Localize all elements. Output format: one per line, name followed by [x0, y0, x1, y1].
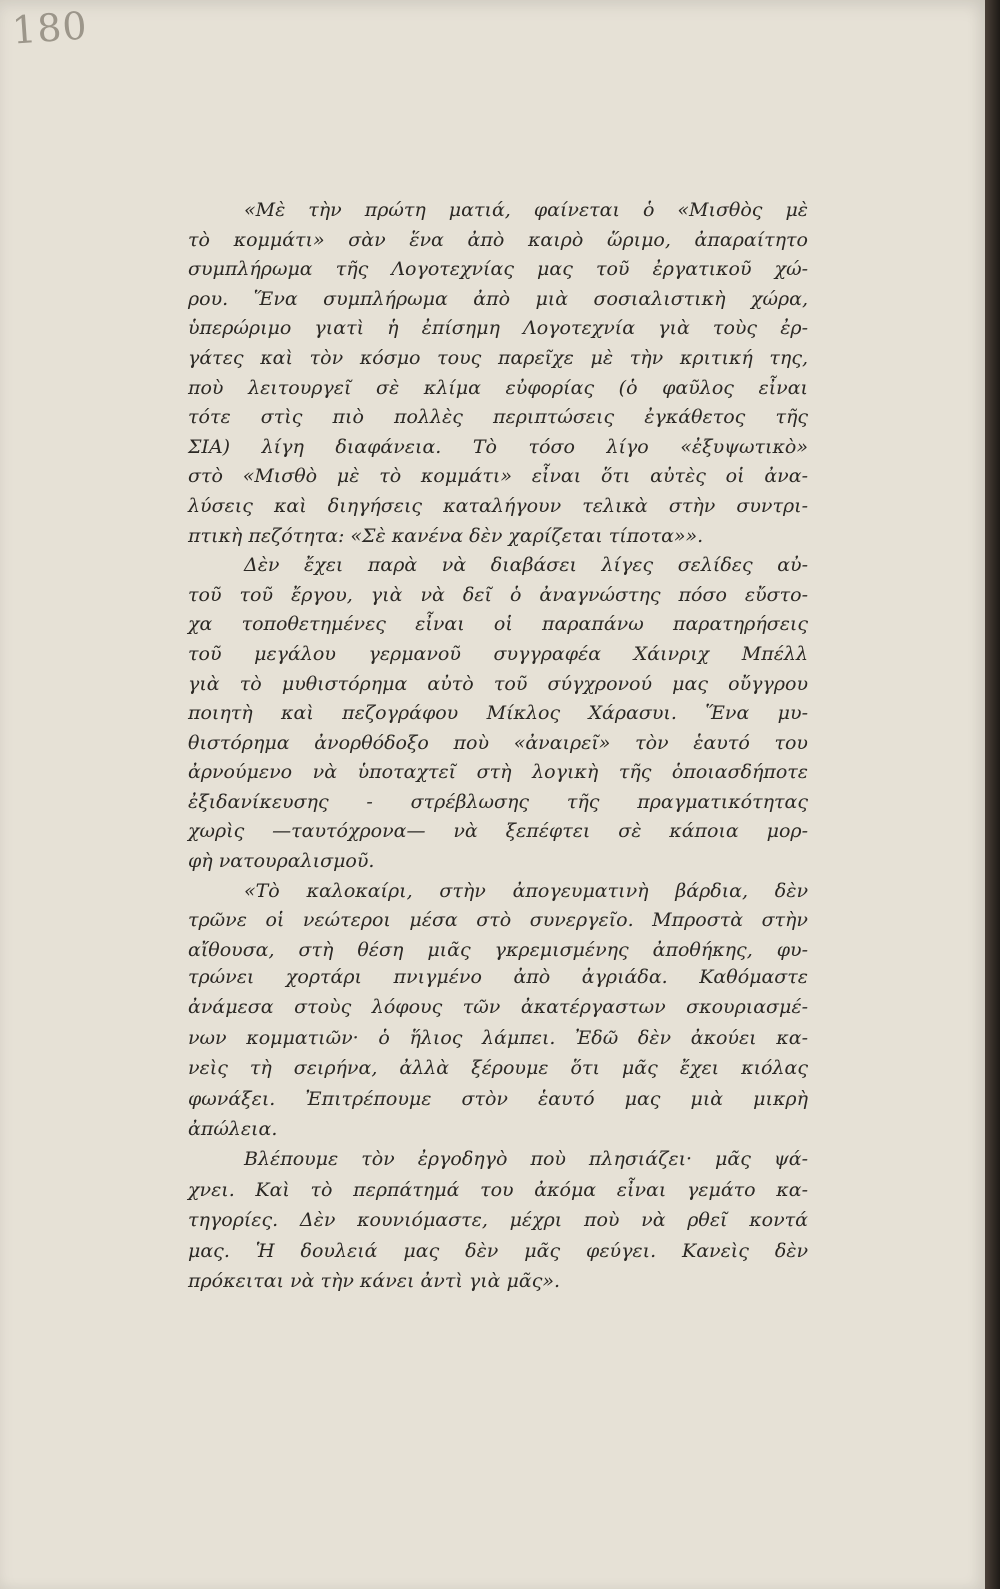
text-line: αἴθουσα, στὴ θέση μιᾶς γκρεμισμένης ἀποθήκης, φυ-	[188, 938, 808, 961]
text-line: τοῦ τοῦ ἔργου, γιὰ νὰ δεῖ ὁ ἀναγνώστης πόσο εὔστο-	[188, 583, 808, 606]
text-line: ρου. Ἕνα συμπλήρωμα ἀπὸ μιὰ σοσιαλιστικὴ χώρα,	[188, 287, 808, 310]
text-line: λύσεις καὶ διηγήσεις καταλήγουν τελικὰ στὴν συντρι-	[188, 494, 808, 517]
text-line: τρώνει χορτάρι πνιγμένο ἀπὸ ἀγριάδα. Καθόμαστε	[188, 966, 808, 988]
handwritten-page-number: 180	[10, 3, 89, 53]
text-line: «Τὸ καλοκαίρι, στὴν ἀπογευματινὴ βάρδια, δὲν	[244, 879, 808, 902]
text-line: πτικὴ πεζότητα: «Σὲ κανένα δὲν χαρίζεται τίποτα»».	[188, 524, 704, 547]
text-line: θιστόρημα ἀνορθόδοξο ποὺ «ἀναιρεῖ» τὸν ἑαυτό του	[188, 731, 808, 754]
text-line: φὴ νατουραλισμοῦ.	[188, 850, 375, 873]
text-line: τότε στὶς πιὸ πολλὲς περιπτώσεις ἐγκάθετος τῆς	[188, 406, 808, 429]
text-line: συμπλήρωμα τῆς Λογοτεχνίας μας τοῦ ἐργατικοῦ χώ-	[188, 258, 808, 281]
text-line: τὸ κομμάτι» σὰν ἕνα ἀπὸ καιρὸ ὥριμο, ἀπαραίτητο	[188, 228, 808, 251]
text-line: Βλέπουμε τὸν ἐργοδηγὸ ποὺ πλησιάζει· μᾶς ψά-	[244, 1148, 808, 1171]
text-block-lower	[188, 962, 808, 1296]
text-line: ἀρνούμενο νὰ ὑποταχτεῖ στὴ λογικὴ τῆς ὁποιασδήποτε	[188, 761, 808, 784]
text-line: ὑπερώριμο γιατὶ ἡ ἐπίσημη Λογοτεχνία γιὰ τοὺς ἐρ-	[188, 317, 808, 340]
text-line: ποιητὴ καὶ πεζογράφου Μίκλος Χάρασυι. Ἕνα μυ-	[188, 702, 808, 725]
text-line: ΣΙΑ) λίγη διαφάνεια. Τὸ τόσο λίγο «ἐξυψωτικὸ»	[188, 435, 808, 458]
text-line: χωρὶς —ταυτόχρονα— νὰ ξεπέφτει σὲ κάποια μορ-	[188, 820, 808, 843]
book-binding-edge	[985, 0, 1000, 1589]
text-line: ἀπώλεια.	[188, 1117, 278, 1140]
text-line: μας. Ἡ δουλειά μας δὲν μᾶς φεύγει. Κανεὶς δὲν	[188, 1239, 808, 1262]
text-line: τοῦ μεγάλου γερμανοῦ συγγραφέα Χάινριχ Μπέλλ	[188, 642, 808, 665]
text-line: στὸ «Μισθὸ μὲ τὸ κομμάτι» εἶναι ὅτι αὐτὲς οἱ ἀνα-	[188, 465, 808, 488]
text-line: ἐξιδανίκευσης - στρέβλωσης τῆς πραγματικότητας	[188, 790, 808, 813]
text-line: «Μὲ τὴν πρώτη ματιά, φαίνεται ὁ «Μισθὸς μὲ	[244, 199, 808, 221]
text-block-upper	[188, 196, 808, 965]
text-line: ἀνάμεσα στοὺς λόφους τῶν ἀκατέργαστων σκουριασμέ-	[188, 996, 808, 1019]
text-line: γάτες καὶ τὸν κόσμο τους παρεῖχε μὲ τὴν κριτική της,	[188, 346, 808, 369]
text-line: νων κομματιῶν· ὁ ἥλιος λάμπει. Ἐδῶ δὲν ἀκούει κα-	[188, 1026, 808, 1049]
text-line: ποὺ λειτουργεῖ σὲ κλίμα εὐφορίας (ὁ φαῦλος εἶναι	[188, 376, 808, 399]
text-line: πρόκειται νὰ τὴν κάνει ἀντὶ γιὰ μᾶς».	[188, 1269, 561, 1292]
text-line: χνει. Καὶ τὸ περπάτημά του ἀκόμα εἶναι γεμάτο κα-	[188, 1178, 808, 1201]
text-line: χα τοποθετημένες εἶναι οἱ παραπάνω παρατηρήσεις	[188, 613, 808, 636]
text-line: φωνάξει. Ἐπιτρέπουμε στὸν ἑαυτό μας μιὰ μικρὴ	[188, 1087, 808, 1110]
text-line: γιὰ τὸ μυθιστόρημα αὐτὸ τοῦ σύγχρονού μας οὔγγρου	[188, 672, 808, 695]
text-line: νεὶς τὴ σειρήνα, ἀλλὰ ξέρουμε ὅτι μᾶς ἔχει κιόλας	[188, 1057, 808, 1080]
text-line: τηγορίες. Δὲν κουνιόμαστε, μέχρι ποὺ νὰ ρθεῖ κοντά	[188, 1209, 808, 1232]
text-line: Δὲν ἔχει παρὰ νὰ διαβάσει λίγες σελίδες αὐ-	[244, 554, 808, 577]
text-line: τρῶνε οἱ νεώτεροι μέσα στὸ συνεργεῖο. Μπροστὰ στὴν	[188, 909, 808, 932]
